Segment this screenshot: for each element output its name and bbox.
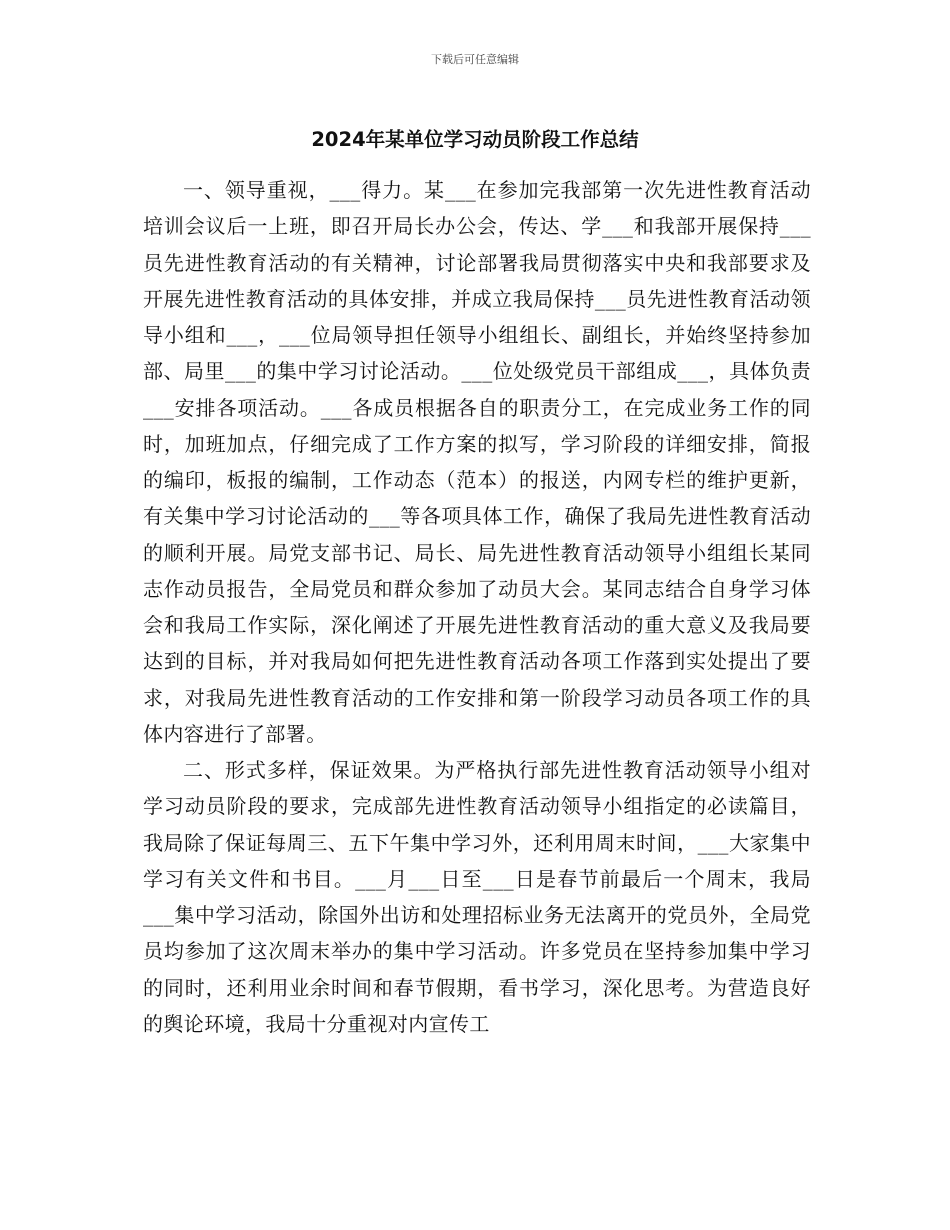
document-body [143,172,811,1042]
body-paragraph-2: 二、形式多样，保证效果。为严格执行部先进性教育活动领导小组对学习动员阶段的要求，完成部先进性教育活动领导小组指定的必读篇目，我局除了保证每周三、五下午集中学习外，还利用周末时间，___大家集中学习有关文件和书目。___月___日至___日是春节前最后一个周末，我局___集中学习活动，除国外出访和处理招标业务无法离开的党员外，全局党员均参加了这次周末举办的集中学习活动。许多党员在坚持参加集中学习的同时，还利用业余时间和春节假期，看书学习，深化思考。为营造良好的舆论环境，我局十分重视对内宣传工 [143,758,811,1036]
body-paragraph-1: 一、领导重视，___得力。某___在参加完我部第一次先进性教育活动培训会议后一上班，即召开局长办公会，传达、学___和我部开展保持___员先进性教育活动的有关精神，讨论部署我局贯彻落实中央和我部要求及开展先进性教育活动的具体安排，并成立我局保持___员先进性教育活动领导小组和___，___位局领导担任领导小组组长、副组长，并始终坚持参加部、局里___的集中学习讨论活动。___位处级党员干部组成___，具体负责___安排各项活动。___各成员根据各自的职责分工，在完成业务工作的同时，加班加点，仔细完成了工作方案的拟写，学习阶段的详细安排，简报的编印，板报的编制，工作动态（范本）的报送，内网专栏的维护更新，有关集中学习讨论活动的___等各项具体工作，确保了我局先进性教育活动的顺利开展。局党支部书记、局长、局先进性教育活动领导小组组长某同志作动员报告，全局党员和群众参加了动员大会。某同志结合自身学习体会和我局工作实际，深化阐述了开展先进性教育活动的重大意义及我局要达到的目标，并对我局如何把先进性教育活动各项工作落到实处提出了要求，对我局先进性教育活动的工作安排和第一阶段学习动员各项工作的具体内容进行了部署。 [143,178,811,746]
document-title: 2024年某单位学习动员阶段工作总结 [311,128,639,151]
page-header-note: 下载后可任意编辑 [431,53,519,66]
